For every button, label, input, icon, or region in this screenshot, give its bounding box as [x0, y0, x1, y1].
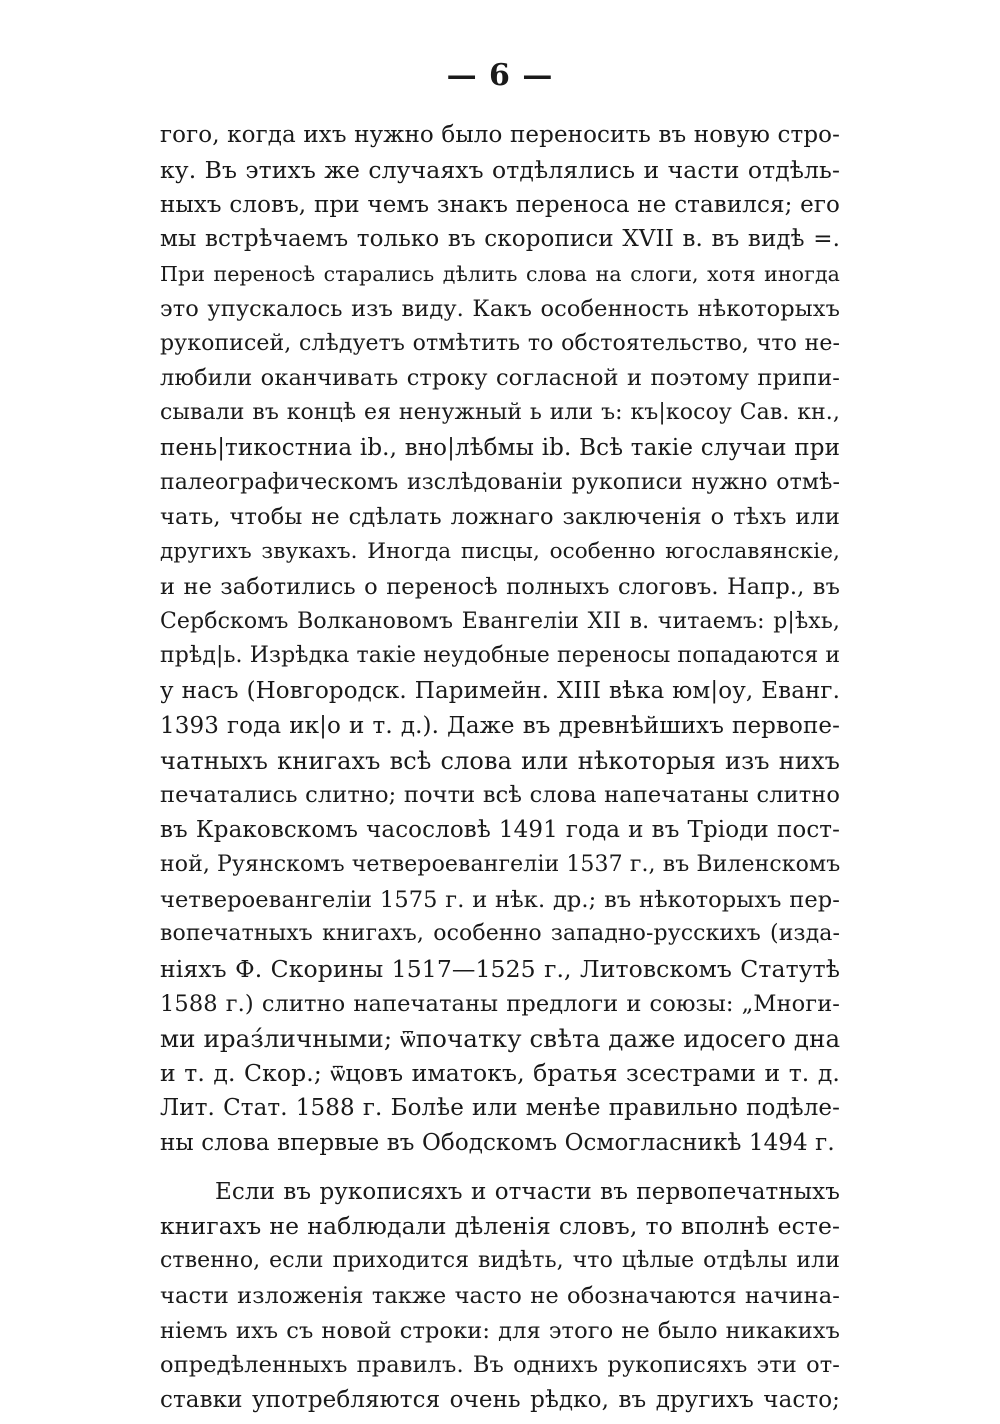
text-line: Если въ рукописяхъ и отчасти въ первопечатныхъ: [215, 1178, 840, 1205]
text-line: рукописей, слѣдуетъ отмѣтить то обстоятельство, что не-: [160, 330, 840, 356]
text-line: части изложенія также часто не обозначаются начина-: [160, 1282, 840, 1309]
text-line: другихъ звукахъ. Иногда писцы, особенно югославянскіе,: [160, 539, 840, 564]
text-line: ныхъ словъ, при чемъ знакъ переноса не ставился; его: [160, 191, 840, 218]
text-line: любили оканчивать строку согласной и поэтому припи-: [160, 365, 840, 392]
paragraph-gap: [160, 1161, 840, 1175]
text-line: гого, когда ихъ нужно было переносить въ новую стро-: [160, 122, 840, 148]
text-line: ны слова впервые въ Ободскомъ Осмогласникѣ 1494 г.: [160, 1129, 835, 1156]
paragraph-2: [160, 1175, 840, 1418]
page-number: — 6 —: [446, 58, 554, 93]
body-text: [160, 118, 840, 1418]
text-line: въ Краковскомъ часословѣ 1491 года и въ Тріоди пост-: [160, 817, 840, 843]
text-line: вопечатныхъ книгахъ, особенно западно-русскихъ (изда-: [160, 921, 840, 947]
text-line: мы встрѣчаемъ только въ скорописи XVII в. въ видѣ =.: [160, 226, 840, 253]
text-line: четвероевангеліи 1575 г. и нѣк. др.; въ нѣкоторыхъ пер-: [160, 886, 840, 913]
text-line: ной, Руянскомъ четвероевангеліи 1537 г., въ Виленскомъ: [160, 851, 841, 877]
text-line: у насъ (Новгородск. Паримейн. XIII вѣка юм|оу, Еванг.: [160, 678, 840, 704]
text-line: книгахъ не наблюдали дѣленія словъ, то вполнѣ есте-: [160, 1212, 840, 1241]
text-line: чатныхъ книгахъ всѣ слова или нѣкоторыя изъ нихъ: [160, 746, 840, 775]
text-line: ніемъ ихъ съ новой строки: для этого не было никакихъ: [160, 1317, 840, 1344]
text-line: Сербскомъ Волкановомъ Евангеліи XII в. читаемъ: р|ѣхь,: [160, 608, 840, 634]
text-line: печатались слитно; почти всѣ слова напечатаны слитно: [160, 782, 840, 809]
text-line: и не заботились о переносѣ полныхъ слоговъ. Напр., въ: [160, 573, 840, 600]
text-line: это упускалось изъ виду. Какъ особенность нѣкоторыхъ: [160, 295, 840, 322]
text-line: сывали въ концѣ ея ненужный ь или ъ: къ|косоу Сав. кн.,: [160, 400, 840, 425]
text-line: ственно, если приходится видѣть, что цѣлые отдѣлы или: [160, 1248, 840, 1273]
paragraph-1: [160, 118, 840, 1161]
text-line: чать, чтобы не сдѣлать ложнаго заключенія о тѣхъ или: [160, 504, 840, 531]
text-line: 1393 года ик|о и т. д.). Даже въ древнѣйшихъ первопе-: [160, 712, 840, 739]
text-line: и т. д. Скор.; ѿцовъ иматокъ, братья зсестрами и т. д.: [160, 1059, 840, 1088]
text-line: опредѣленныхъ правилъ. Въ однихъ рукописяхъ эти от-: [160, 1352, 840, 1379]
text-line: 1588 г.) слитно напечатаны предлоги и союзы: „Многи-: [160, 990, 840, 1017]
text-line: ку. Въ этихъ же случаяхъ отдѣлялись и части отдѣль-: [160, 155, 840, 184]
text-line: пень|тикостниа ib., вно|лѣбмы ib. Всѣ такіе случаи при: [160, 434, 840, 461]
text-line: ніяхъ Ф. Скорины 1517—1525 г., Литовскомъ Статутѣ: [160, 955, 840, 983]
text-line: ставки употребляются очень рѣдко, въ другихъ часто;: [160, 1387, 840, 1413]
text-line: При переносѣ старались дѣлить слова на слоги, хотя иногда: [160, 262, 840, 286]
text-line: прѣд|ь. Изрѣдка такіе неудобные переносы попадаются и: [160, 643, 841, 669]
text-line: ми ираз́личными; ѿпочатку свѣта даже идосего дна: [160, 1023, 841, 1053]
text-line: палеографическомъ изслѣдованіи рукописи нужно отмѣ-: [160, 469, 840, 495]
text-line: Лит. Стат. 1588 г. Болѣе или менѣе правильно подѣле-: [160, 1095, 840, 1121]
